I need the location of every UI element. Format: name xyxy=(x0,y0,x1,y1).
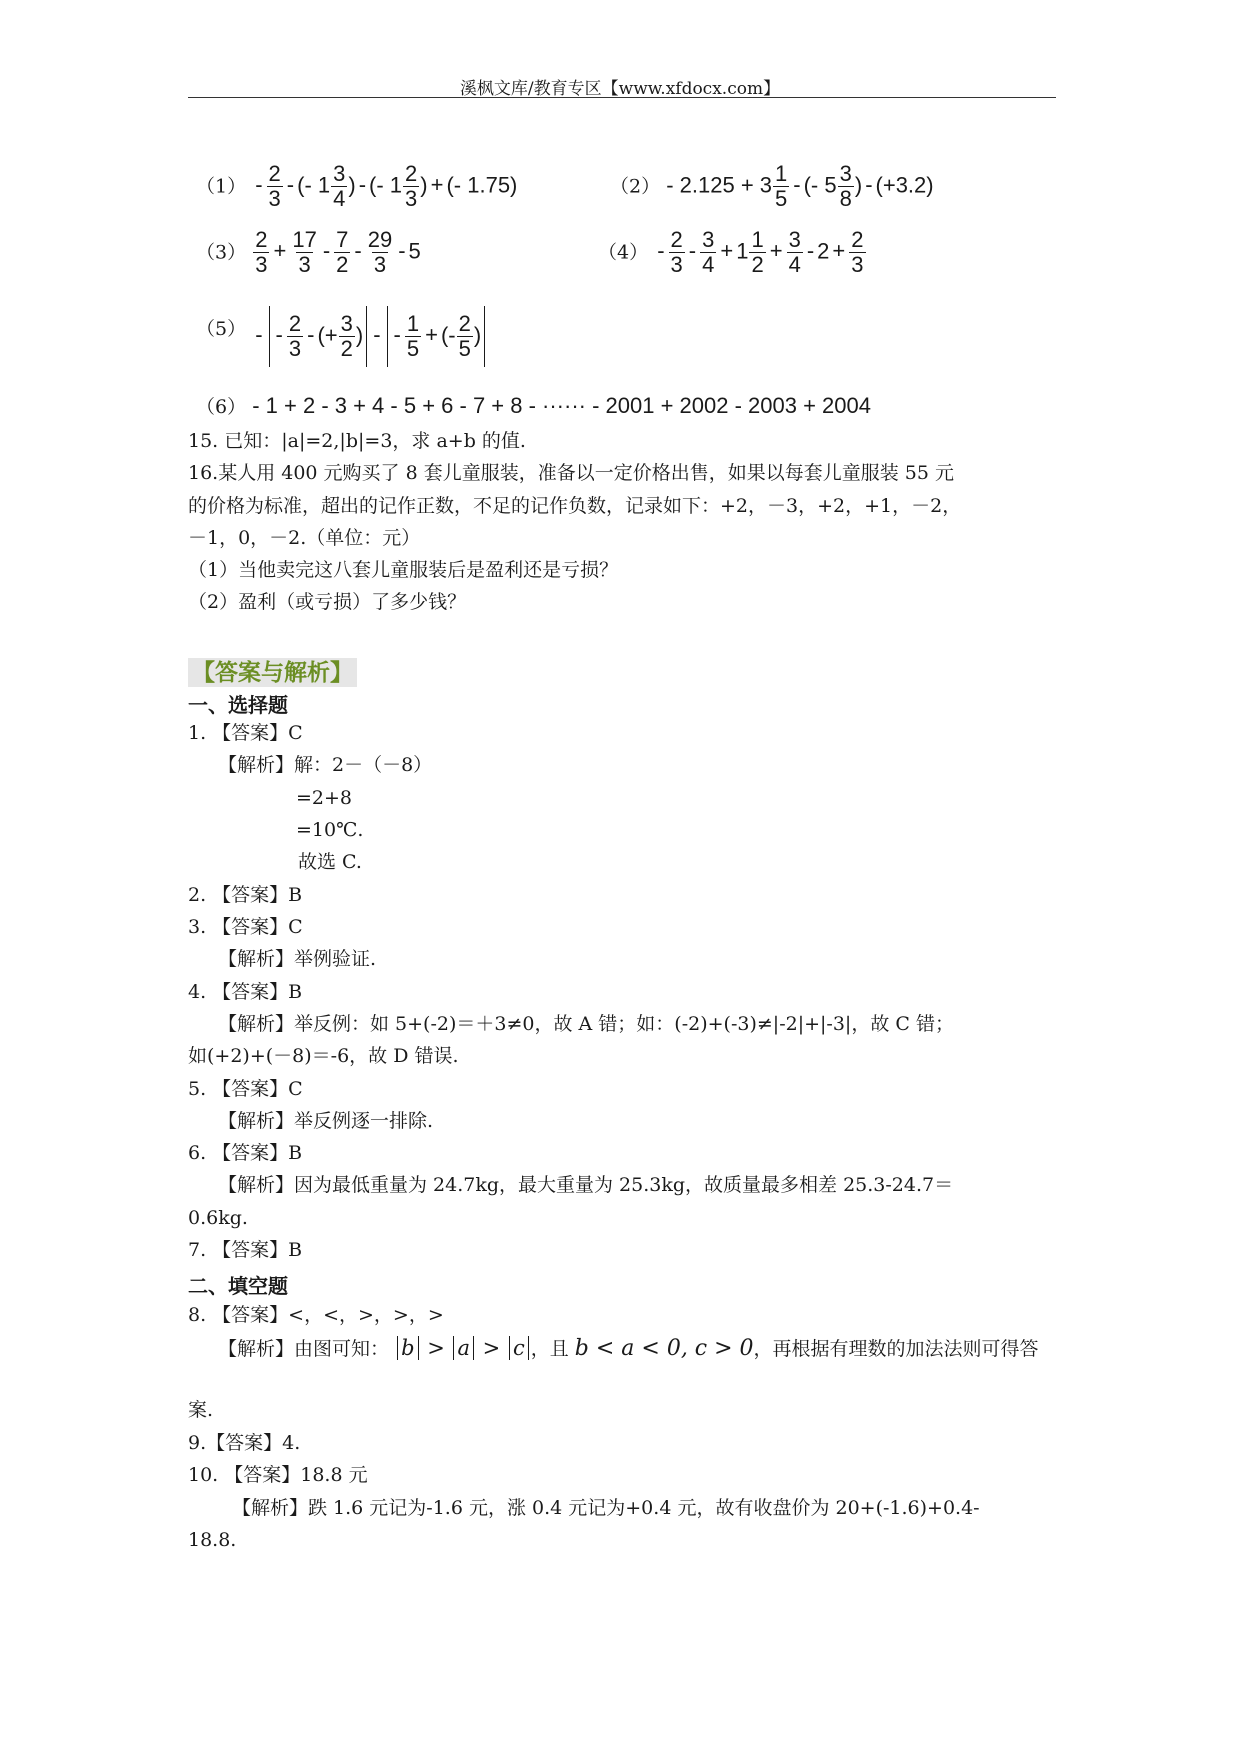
exercise-6 xyxy=(196,392,871,419)
question-16-line-2: 的价格为标准，超出的记作正数，不足的记作负数，记录如下：+2，－3，+2，+1，－2， xyxy=(188,495,962,517)
answer-8-exp-mid: ，且 xyxy=(530,1338,569,1360)
answer-8-exp-pre: 【解析】由图可知： xyxy=(218,1338,390,1360)
abs-inequality: b > a > c xyxy=(395,1336,531,1360)
exercise-2-expr: - 2.125 + 3 xyxy=(666,172,773,198)
answer-2: 2. 【答案】B xyxy=(188,884,303,906)
exercise-2: （2） - 2.125 + 3 $\frac{1}{5}$ - (- 5 $\frac{3}{8}$ ) - (+3.2) xyxy=(610,161,934,211)
answer-6: 6. 【答案】B xyxy=(188,1142,303,1164)
page-header: 溪枫文库/教育专区【www.xfdocx.com】 xyxy=(459,79,781,99)
answer-8: 8. 【答案】<，<，>，>，> xyxy=(188,1304,444,1326)
answer-1: 1. 【答案】C xyxy=(188,722,303,744)
answer-6-explanation-2: 0.6kg. xyxy=(188,1207,248,1229)
answer-10-explanation-1: 【解析】跌 1.6 元记为-1.6 元，涨 0.4 元记为+0.4 元，故有收盘价为 20+(-1.6)+0.4- xyxy=(232,1497,980,1519)
answer-1-explanation: 【解析】解：2－（－8） xyxy=(218,754,433,776)
question-16-sub-2: （2）盈利（或亏损）了多少钱？ xyxy=(188,591,467,613)
exercise-3-label: （3） xyxy=(196,241,247,264)
exercise-5: （5） - - $\frac{2}{3}$ - (+ $\frac{3}{2}$ ) - - $\frac{1}{5}$ + (- $\frac{2}{5}$ ) xyxy=(196,306,488,367)
section-fill: 二、填空题 xyxy=(188,1274,288,1298)
answer-8-exp-post: ，再根据有理数的加法法则可得答 xyxy=(753,1338,1039,1360)
answer-8-explanation xyxy=(218,1336,1039,1361)
exercise-3: （3） $\frac{2}{3}$ + $\frac{17}{3}$ - $\frac{7}{2}$ - $\frac{29}{3}$ - 5 xyxy=(196,227,421,277)
answer-9: 9.【答案】4. xyxy=(188,1432,301,1454)
answer-5-explanation: 【解析】举反例逐一排除. xyxy=(218,1110,434,1132)
question-16-line-3: －1，0，－2.（单位：元） xyxy=(188,527,421,549)
answer-4: 4. 【答案】B xyxy=(188,981,303,1003)
answer-5: 5. 【答案】C xyxy=(188,1078,303,1100)
exercise-6-expr: - 1 + 2 - 3 + 4 - 5 + 6 - 7 + 8 - ······ - 2001 + 2002 - 2003 + 2004 xyxy=(252,393,872,418)
exercise-4: （4） - $\frac{2}{3}$ - $\frac{3}{4}$ + 1 $\frac{1}{2}$ + $\frac{3}{4}$ - 2 + $\frac{2}{3}$ xyxy=(598,227,864,277)
answer-6-explanation-1: 【解析】因为最低重量为 24.7kg，最大重量为 25.3kg，故质量最多相差 25.3-24.7＝ xyxy=(218,1174,954,1196)
answer-1-step-2: =10℃. xyxy=(296,819,364,841)
answer-1-step-1: =2+8 xyxy=(296,787,353,809)
answer-10-explanation-2: 18.8. xyxy=(188,1529,237,1551)
exercise-1: （1） - $\frac{2}{3}$ - (- 1 $\frac{3}{4}$ ) - (- 1 $\frac{2}{3}$ ) + (- 1.75) xyxy=(196,161,518,211)
header-rule xyxy=(188,97,1056,98)
exercise-1-label: （1） xyxy=(196,175,247,198)
question-15: 15. 已知：|a|=2,|b|=3，求 a+b 的值. xyxy=(188,430,526,452)
answer-3-explanation: 【解析】举例验证. xyxy=(218,948,377,970)
answers-title-wrap xyxy=(188,654,357,687)
answer-7: 7. 【答案】B xyxy=(188,1239,303,1261)
exercise-4-label: （4） xyxy=(598,241,649,264)
exercise-2-label: （2） xyxy=(610,175,661,198)
question-16-line-1: 16.某人用 400 元购买了 8 套儿童服装，准备以一定价格出售，如果以每套儿童服装 55 元 xyxy=(188,462,954,484)
answer-4-explanation-2: 如(+2)+(－8)＝-6，故 D 错误. xyxy=(188,1045,459,1067)
exercise-6-label: （6） xyxy=(196,396,247,418)
answers-title: 【答案与解析】 xyxy=(188,658,357,687)
answer-10: 10. 【答案】18.8 元 xyxy=(188,1464,368,1486)
answer-8-explanation-end: 案. xyxy=(188,1399,214,1421)
exercise-5-label: （5） xyxy=(196,318,247,340)
question-16-sub-1: （1）当他卖完这八套儿童服装后是盈利还是亏损？ xyxy=(188,559,619,581)
answer-4-explanation-1: 【解析】举反例：如 5+(-2)＝＋3≠0，故 A 错；如：(-2)+(-3)≠|-2|+|-3|，故 C 错； xyxy=(218,1013,954,1035)
answer-1-step-3: 故选 C. xyxy=(298,851,362,873)
answer-3: 3. 【答案】C xyxy=(188,916,303,938)
section-choice: 一、选择题 xyxy=(188,693,288,717)
sign-condition: b < a < 0, c > 0 xyxy=(574,1336,754,1361)
